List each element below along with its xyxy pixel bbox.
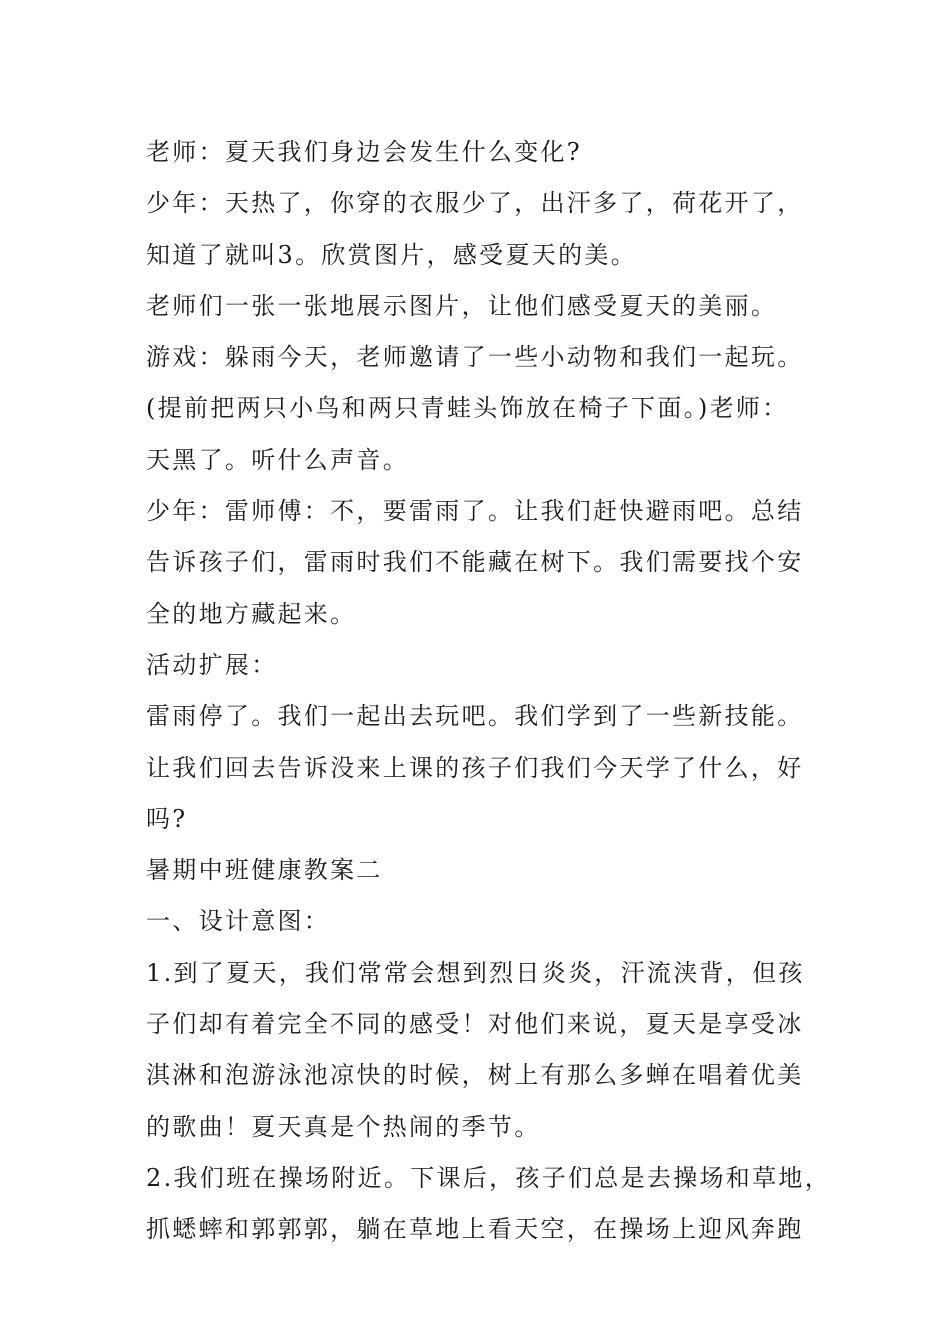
section-heading: 一、设计意图：	[146, 907, 331, 936]
text-line: 游戏：躲雨今天，老师邀请了一些小动物和我们一起玩。	[146, 343, 804, 372]
section-heading: 活动扩展：	[146, 650, 278, 679]
text-line: 1.到了夏天，我们常常会想到烈日炎炎，汗流浃背，但孩	[146, 958, 805, 987]
text-line: 告诉孩子们，雷雨时我们不能藏在树下。我们需要找个安	[146, 548, 804, 577]
text-line: 老师们一张一张地展示图片，让他们感受夏天的美丽。	[146, 291, 778, 320]
text-line: 2.我们班在操场附近。下课后，孩子们总是去操场和草地，	[146, 1163, 831, 1192]
text-line: 全的地方藏起来。	[146, 599, 357, 628]
text-line: 子们却有着完全不同的感受！对他们来说，夏天是享受冰	[146, 1010, 804, 1039]
text-line: 少年：雷师傅：不，要雷雨了。让我们赶快避雨吧。总结	[146, 497, 804, 526]
text-line: (提前把两只小鸟和两只青蛙头饰放在椅子下面。)老师：	[146, 394, 789, 423]
section-title: 暑期中班健康教案二	[146, 856, 383, 885]
text-line: 少年：天热了，你穿的衣服少了，出汗多了，荷花开了，	[146, 189, 804, 218]
text-line: 让我们回去告诉没来上课的孩子们我们今天学了什么，好	[146, 753, 804, 782]
text-line: 淇淋和泡游泳池凉快的时候，树上有那么多蝉在唱着优美	[146, 1061, 804, 1090]
document-body	[146, 132, 836, 1261]
text-line: 知道了就叫3。欣赏图片，感受夏天的美。	[146, 240, 637, 269]
text-line: 吗?	[146, 804, 188, 833]
text-line: 天黑了。听什么声音。	[146, 445, 409, 474]
text-line: 雷雨停了。我们一起出去玩吧。我们学到了一些新技能。	[146, 702, 804, 731]
text-line: 的歌曲！夏天真是个热闹的季节。	[146, 1112, 541, 1141]
text-line: 抓蟋蟀和郭郭郭，躺在草地上看天空，在操场上迎风奔跑	[146, 1215, 804, 1244]
text-line: 老师：夏天我们身边会发生什么变化?	[146, 138, 582, 166]
